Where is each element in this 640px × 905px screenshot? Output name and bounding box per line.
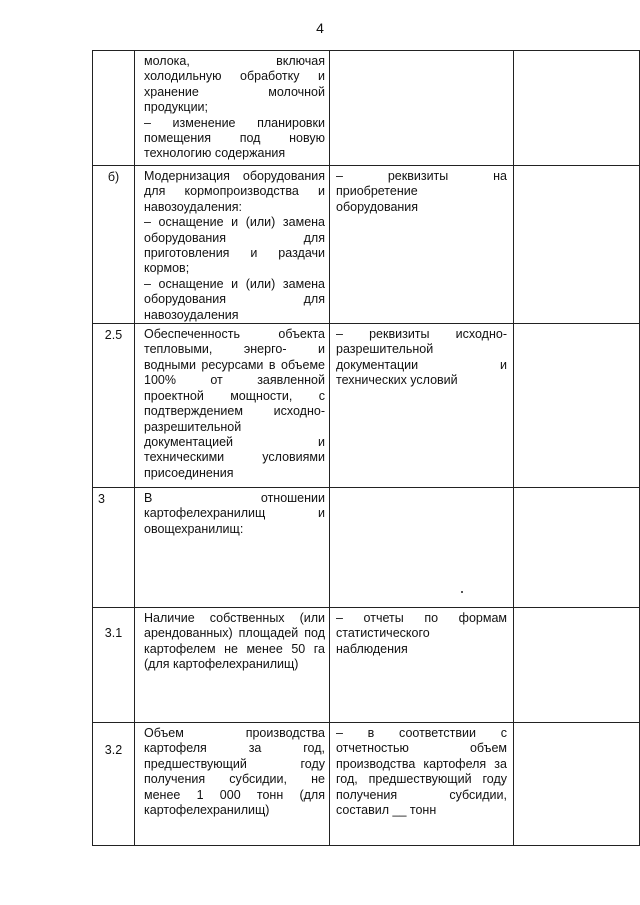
table-row	[93, 723, 640, 846]
supporting-documents: – в соответствии с отчетностью объем производства картофеля за год, предшествующий году получения субсидии, составил __ тонн	[330, 723, 514, 846]
table-row	[93, 51, 640, 166]
supporting-documents: – реквизиты на приобретение оборудования	[330, 166, 514, 324]
page-number: 4	[316, 20, 324, 36]
criteria-table	[92, 50, 640, 846]
empty-cell	[514, 51, 640, 166]
row-number: 3	[93, 488, 135, 608]
empty-cell	[514, 608, 640, 723]
supporting-documents	[330, 488, 514, 608]
criterion-description: молока, включая холодильную обработку и хранение молочной продукции; – изменение планировки помещения под новую технологию содержания	[135, 51, 330, 166]
table-row	[93, 488, 640, 608]
criterion-description: Наличие собственных (или арендованных) площадей под картофелем не менее 50 га (для картофелехранилищ)	[135, 608, 330, 723]
table-row	[93, 608, 640, 723]
row-number: б)	[93, 166, 135, 324]
table-row	[93, 166, 640, 324]
supporting-documents	[330, 51, 514, 166]
supporting-documents: – реквизиты исходно- разрешительной документации и технических условий	[330, 324, 514, 488]
empty-cell	[514, 324, 640, 488]
row-number: 3.2	[93, 723, 135, 846]
supporting-documents: – отчеты по формам статистического наблюдения	[330, 608, 514, 723]
row-number	[93, 51, 135, 166]
criterion-description: В отношении картофелехранилищ и овощехранилищ:	[135, 488, 330, 608]
empty-cell	[514, 723, 640, 846]
criterion-description: Обеспеченность объекта тепловыми, энерго- и водными ресурсами в объеме 100% от заявленной проектной мощности, с подтверждением исходно- разрешительной документацией и техническими условиями присоединения	[135, 324, 330, 488]
criterion-description: Модернизация оборудования для кормопроизводства и навозоудаления: – оснащение и (или) замена оборудования для приготовления и раздачи кормов; – оснащение и (или) замена оборудования для навозоудаления	[135, 166, 330, 324]
row-number: 2.5	[93, 324, 135, 488]
row-number: 3.1	[93, 608, 135, 723]
scan-speck	[461, 591, 463, 593]
empty-cell	[514, 488, 640, 608]
criterion-description: Объем производства картофеля за год, предшествующий году получения субсидии, не менее 1 000 тонн (для картофелехранилищ)	[135, 723, 330, 846]
empty-cell	[514, 166, 640, 324]
table-row	[93, 324, 640, 488]
